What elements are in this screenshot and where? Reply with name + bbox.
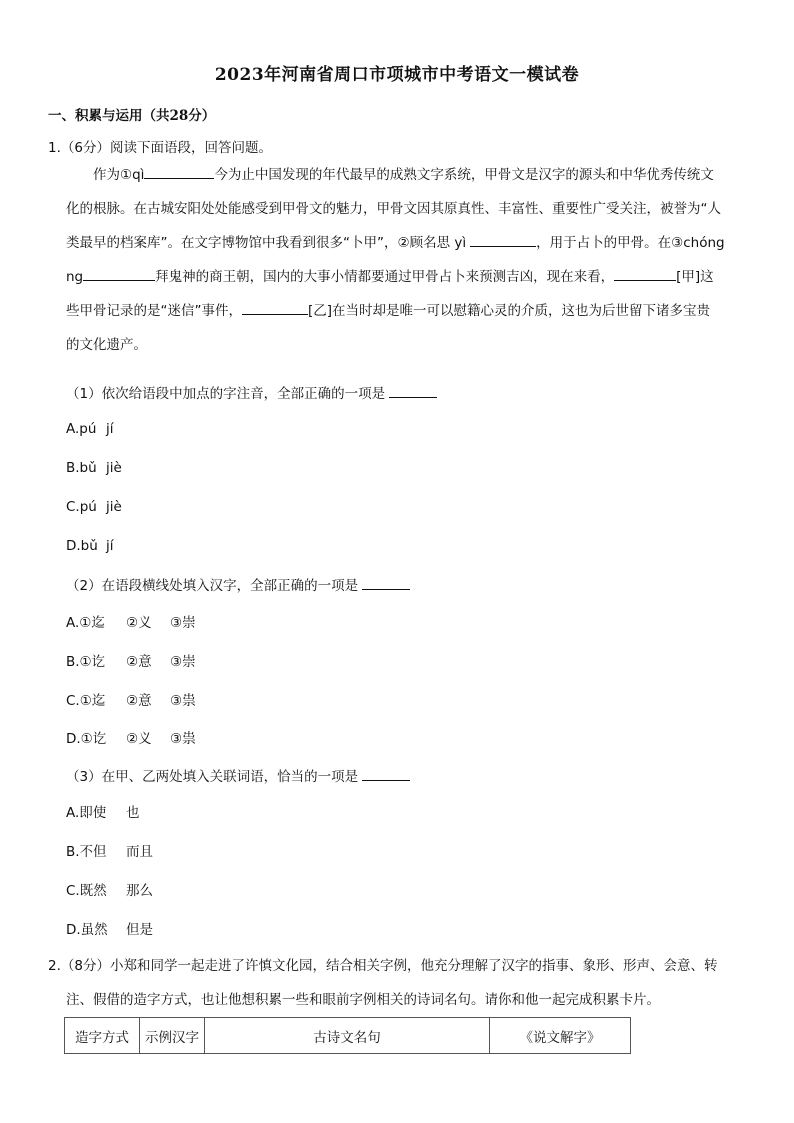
option-text: C.既然 [66, 883, 107, 899]
option-text: ②意 [126, 654, 152, 670]
accumulation-card-table [64, 1017, 631, 1054]
option-text: C.①迄 [66, 693, 106, 709]
sub-question-2 [66, 574, 410, 594]
option-text: ③崇 [170, 654, 196, 670]
option-text: ②意 [126, 693, 152, 709]
option-text: jí [106, 421, 114, 437]
section-heading: 一、积累与运用（共28分） [48, 108, 216, 124]
exam-title: 2023年河南省周口市项城市中考语文一模试卷 [214, 65, 580, 85]
question-2-line-1: 2.（8分）小郑和同学一起走进了许慎文化园，结合相关字例，他充分理解了汉字的指事、象形、形声、会意、转 [48, 958, 718, 974]
passage-text: ，用于占卜的甲骨。在③chóng [536, 235, 725, 251]
option-text: 而且 [126, 844, 153, 860]
option-c [66, 879, 153, 899]
sub-question-1 [66, 382, 437, 402]
option-text: A.①迄 [66, 615, 105, 631]
option-c [66, 689, 196, 709]
option-a [66, 801, 140, 821]
option-text: ②义 [126, 615, 152, 631]
passage-text: 今为止中国发现的年代最早的成熟文字系统，甲骨文是汉字的源头和中华优秀传统文 [214, 167, 714, 183]
passage-text: 类最早的档案库”。在文字博物馆中我看到很多“卜甲”，②顾名思 yì [66, 235, 467, 251]
answer-blank [470, 231, 536, 247]
answer-blank [362, 574, 410, 590]
answer-blank [242, 299, 308, 315]
passage-text: 些甲骨记录的是“迷信”事件， [66, 303, 242, 319]
answer-blank [83, 265, 155, 281]
passage-line [66, 260, 746, 294]
passage-text: [甲]这 [676, 269, 714, 285]
table-header-cell: 《说文解字》 [490, 1018, 631, 1054]
option-text: 但是 [126, 922, 153, 938]
option-label: D.bǔ [66, 538, 98, 554]
option-text: A.即使 [66, 805, 107, 821]
answer-blank [389, 382, 437, 398]
option-c [66, 499, 122, 515]
option-text: ③崇 [170, 615, 196, 631]
answer-blank [144, 163, 214, 179]
answer-blank [362, 765, 410, 781]
passage-text: 拜鬼神的商王朝，国内的大事小情都要通过甲骨占卜来预测吉凶，现在来看， [155, 269, 615, 285]
option-d [66, 538, 114, 554]
option-a [66, 611, 196, 631]
passage-text: 化的根脉。在古城安阳处处能感受到甲骨文的魅力，甲骨文因其原真性、丰富性、重要性广受关注，被誉为“人 [66, 201, 721, 217]
option-text: jí [106, 538, 114, 554]
answer-blank [614, 265, 676, 281]
option-text: ②义 [126, 731, 152, 747]
passage-text: ng [66, 269, 84, 285]
option-text: D.①讫 [66, 731, 107, 747]
option-text: 也 [126, 805, 140, 821]
option-label: B.bǔ [66, 460, 97, 476]
option-text: ③祟 [170, 693, 196, 709]
option-text: B.不但 [66, 844, 107, 860]
option-b [66, 460, 122, 476]
option-d [66, 727, 196, 747]
option-text: D.虽然 [66, 922, 108, 938]
passage-line [66, 226, 746, 260]
passage-line [66, 158, 746, 192]
option-text: 那么 [126, 883, 153, 899]
passage-text: [乙]在当时却是唯一可以慰籍心灵的介质，这也为后世留下诸多宝贵 [308, 303, 711, 319]
sub-question-3 [66, 765, 410, 785]
option-b [66, 840, 153, 860]
table-header-cell: 示例汉字 [140, 1018, 205, 1054]
option-text: jiè [106, 499, 122, 515]
question-2-line-2: 注、假借的造字方式，也让他想积累一些和眼前字例相关的诗词名句。请你和他一起完成积累卡片。 [66, 992, 660, 1008]
option-d [66, 918, 153, 938]
table-header-cell: 古诗文名句 [205, 1018, 490, 1054]
option-text: B.①讫 [66, 654, 106, 670]
table-header-cell: 造字方式 [65, 1018, 140, 1054]
question-1-header: 1.（6分）阅读下面语段，回答问题。 [48, 140, 272, 156]
option-label: A.pú [66, 421, 97, 437]
sub-question-text: （3）在甲、乙两处填入关联词语，恰当的一项是 [66, 769, 359, 785]
option-label: C.pú [66, 499, 97, 515]
reading-passage [66, 158, 746, 362]
option-text: ③祟 [170, 731, 196, 747]
option-text: jiè [106, 460, 122, 476]
table-header-row [65, 1018, 631, 1054]
passage-line [66, 192, 746, 226]
passage-line [66, 294, 746, 328]
sub-question-text: （2）在语段横线处填入汉字，全部正确的一项是 [66, 578, 359, 594]
passage-line [66, 328, 746, 362]
sub-question-text: （1）依次给语段中加点的字注音，全部正确的一项是 [66, 386, 386, 402]
passage-text: 的文化遗产。 [66, 337, 147, 353]
option-a [66, 421, 114, 437]
option-b [66, 650, 196, 670]
passage-text: 作为①qì [93, 167, 145, 183]
